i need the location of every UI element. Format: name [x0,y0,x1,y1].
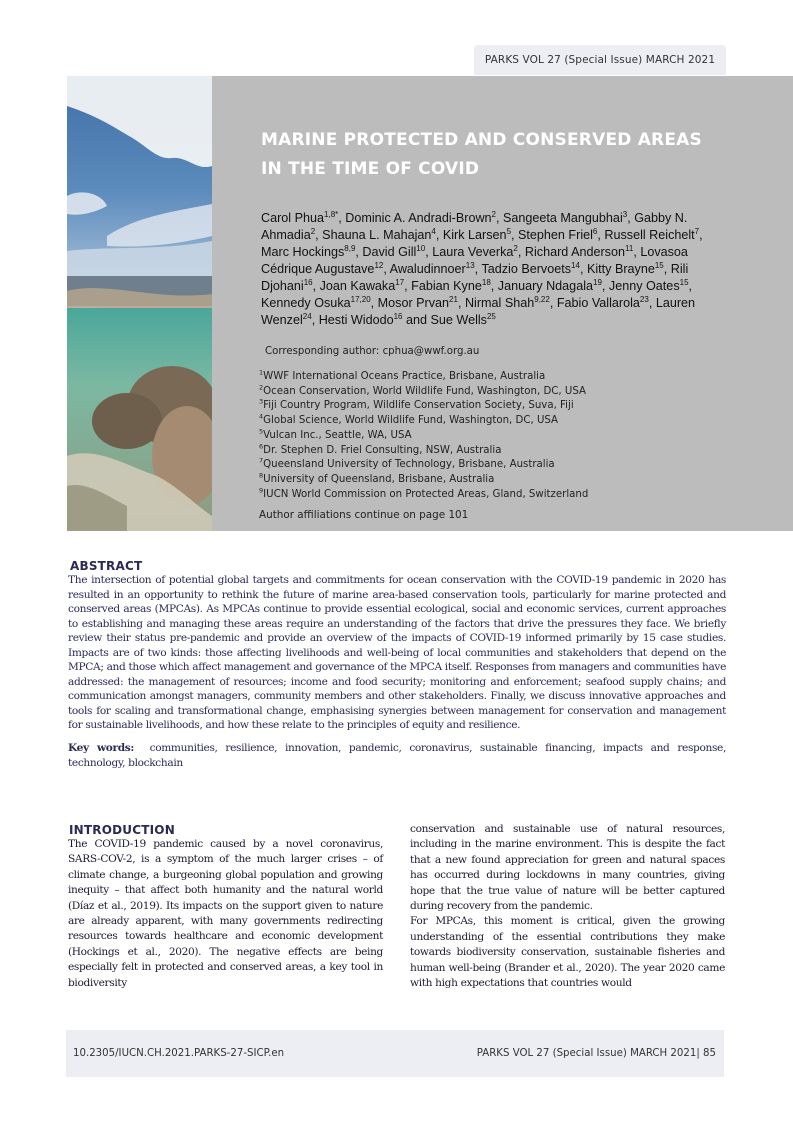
affiliation-number: 7 [259,456,264,465]
author-affiliation-ref: 24 [302,311,312,321]
author-name: David Gill [362,245,417,259]
author-affiliation-ref: 4 [431,226,436,236]
affiliation-item [259,370,729,385]
author-name: Stephen Friel [518,228,593,242]
author-affiliation-ref: 6 [592,226,598,236]
author-affiliation-ref: 18 [481,277,491,287]
affiliation-text: WWF International Oceans Practice, Brisbane, Australia [263,371,546,382]
author-name: Shauna L. Mahajan [322,228,432,242]
affiliation-item [259,429,729,444]
affiliation-number: 3 [259,398,264,407]
author-name: Nirmal Shah [464,296,535,310]
introduction-heading: INTRODUCTION [69,823,175,837]
footer-journal: PARKS VOL 27 (Special Issue) MARCH 2021 [476,1048,697,1059]
author-affiliation-ref: 9,22 [534,294,550,304]
author-affiliation-ref: 16 [393,311,403,321]
affiliation-item [259,385,729,400]
author-affiliation-ref: 12 [374,260,384,270]
affiliation-item [259,458,729,473]
author-name: Lovasoa Cédrique Augustave [261,245,688,276]
author-list: Carol Phua$^{1,8*}$, Dominic A. Andradi-Brown$^2$, Sangeeta Mangubhai$^3$, Gabby N. Ahmadia$^2$, Shauna L. Mahajan$^4$, Kirk Larsen$^5$, Stephen Friel$^6$, Russell Reichelt$^7$, Marc Hockings$^{8,9}$, David Gill$^{10}$, Laura Veverka$^2$, Richard Anderson$^{11}$, Lovasoa Cédrique Augustave$^{12}$, Awaludinnoer$^{13}$, Tadzio Bervoets$^{14}$, Kitty Brayne$^{15}$, Rili Djohani$^{16}$, Joan Kawaka$^{17}$, Fabian Kyne$^{18}$, January Ndagala$^{19}$, Jenny Oates$^{15}$, Kennedy Osuka$^{17,20}$, Mosor Prvan$^{21}$, Nirmal Shah$^{9,22}$, Fabio Vallarola$^{23}$, Lauren Wenzel$^{24}$, Hesti Widodo$^{16}$ and Sue Wells$^{25}$ [261,209,703,327]
keywords-label: Key words: [68,742,134,754]
author-affiliation-ref: 2 [513,243,518,253]
author-name: Kennedy Osuka [261,296,351,310]
author-name: Fabio Vallarola [556,296,640,310]
affiliation-number: 1 [259,368,264,377]
author-name: Kitty Brayne [586,262,655,276]
author-name: Awaludinnoer [389,262,466,276]
affiliation-text: Global Science, World Wildlife Fund, Washington, DC, USA [263,415,559,427]
author-name: Dominic A. Andradi-Brown [345,211,492,225]
affiliation-item [259,399,729,414]
author-name: Sue Wells [430,313,487,327]
author-name: Russell Reichelt [604,228,695,242]
author-affiliation-ref: 7 [694,226,700,236]
page-separator: | [696,1048,704,1059]
author-affiliation-ref: 1,8* [324,209,339,219]
affiliation-item [259,488,729,503]
author-affiliation-ref: 13 [465,260,475,270]
author-name: Carol Phua [261,211,325,225]
affiliation-text: Ocean Conservation, World Wildlife Fund, Washington, DC, USA [263,385,586,397]
author-affiliation-ref: 11 [625,243,634,253]
abstract-heading: ABSTRACT [70,559,143,573]
author-affiliation-ref: 14 [571,260,580,270]
author-name: Kirk Larsen [442,228,507,242]
page-number: 85 [703,1048,716,1059]
affiliation-item [259,473,729,488]
author-affiliation-ref: 19 [593,277,602,287]
title-line-1: MARINE PROTECTED AND CONSERVED AREAS [261,130,702,150]
author-affiliation-ref: 10 [416,243,426,253]
affiliation-text: Queensland University of Technology, Brisbane, Australia [263,459,555,471]
affiliation-text: Fiji Country Program, Wildlife Conservation Society, Suva, Fiji [263,400,574,412]
author-name: Joan Kawaka [319,279,396,293]
author-name: Rili Djohani [261,262,689,293]
title-line-2: IN THE TIME OF COVID [261,159,480,179]
reef-photo-illustration [67,76,212,531]
affiliation-item [259,414,729,429]
author-affiliation-ref: 15 [679,277,689,287]
affiliation-text: University of Queensland, Brisbane, Australia [263,473,495,485]
page-footer [66,1030,724,1077]
affiliation-text: Vulcan Inc., Seattle, WA, USA [263,429,412,441]
author-affiliation-ref: 25 [486,311,496,321]
author-affiliation-ref: 23 [639,294,649,304]
cover-photo [67,76,212,531]
footer-journal-page [477,1048,716,1059]
corresponding-author: Corresponding author: cphua@wwf.org.au [265,346,480,357]
column-left [68,837,383,991]
affiliation-list [259,370,729,502]
author-name: Marc Hockings [261,245,345,259]
author-name: Gabby N. Ahmadia [261,211,688,242]
affiliation-text: Dr. Stephen D. Friel Consulting, NSW, Australia [263,444,502,456]
coral [92,393,162,449]
affiliations-note: Author affiliations continue on page 101 [259,509,469,521]
author-affiliation-ref: 5 [506,226,512,236]
author-affiliation-ref: 15 [654,260,664,270]
paragraph: conservation and sustainable use of natural resources, including in the marine environment. This is despite the fact that a new found appreciation for green and natural spaces has occurred during lockdowns in many countries, giving hope that the true value of nature will be better captured during recovery from the pandemic. [410,823,725,913]
affiliation-text: IUCN World Commission on Protected Areas, Gland, Switzerland [263,488,589,500]
affiliation-number: 9 [259,486,264,495]
column-right [410,822,725,991]
author-name: Sangeeta Mangubhai [503,211,623,225]
author-affiliation-ref: 21 [449,294,458,304]
author-name: Hesti Widodo [318,313,394,327]
paragraph: The COVID-19 pandemic caused by a novel coronavirus, SARS-COV-2, is a symptom of the much larger crises – of climate change, a burgeoning global population and growing inequity – that affect both humanity and the natural world (Díaz et al., 2019). Its impacts on the support given to nature are already apparent, with many governments redirecting resources towards healthcare and economic development (Hockings et al., 2020). The negative effects are being especially felt in protected and conserved areas, a key tool in biodiversity [68,838,383,989]
affiliation-number: 4 [259,412,264,421]
affiliation-number: 2 [259,383,264,392]
author-affiliation-ref: 17 [395,277,405,287]
keywords-list: communities, resilience, innovation, pandemic, coronavirus, sustainable financing, impacts and response, technology, blockchain [68,742,726,769]
author-name: Tadzio Bervoets [481,262,572,276]
author-name: January Ndagala [497,279,593,293]
journal-issue-tab: PARKS VOL 27 (Special Issue) MARCH 2021 [474,45,726,75]
affiliation-number: 8 [259,471,264,480]
affiliation-number: 6 [259,442,264,451]
doi-link[interactable]: 10.2305/IUCN.CH.2021.PARKS-27-SICP.en [73,1048,285,1059]
author-name: Richard Anderson [524,245,625,259]
author-affiliation-ref: 17,20 [350,294,371,304]
article-title [261,126,741,184]
author-name: Mosor Prvan [377,296,450,310]
author-name: Lauren Wenzel [261,296,696,327]
author-affiliation-ref: 16 [303,277,313,287]
author-affiliation-ref: 3 [622,209,628,219]
affiliation-item [259,444,729,459]
paragraph: For MPCAs, this moment is critical, given the growing understanding of the essential contributions they make towards biodiversity conservation, sustainable fisheries and human well-being (Brander et al., 2020). The year 2020 came with high expectations that countries would [410,915,725,990]
affiliation-number: 5 [259,427,264,436]
author-affiliation-ref: 8,9 [344,243,356,253]
author-affiliation-ref: 2 [310,226,316,236]
author-name: Fabian Kyne [411,279,482,293]
keywords [68,741,726,770]
author-name: Laura Veverka [432,245,514,259]
abstract-body: The intersection of potential global targets and commitments for ocean conservation with the COVID-19 pandemic in 2020 has resulted in an opportunity to rethink the future of marine area-based conservation tools, particularly for marine protected and conserved areas (MPCAs). As MPCAs continue to provide essential ecological, social and economic services, current approaches to establishing and managing these areas require an understanding of the factors that drive the pressures they face. We briefly review their status pre-pandemic and provide an overview of the impacts of COVID-19 informed primarily by 15 case studies. Impacts are of two kinds: those affecting livelihoods and well-being of local communities and stakeholders that depend on the MPCA; and those which affect management and governance of the MPCA itself. Responses from managers and communities have addressed: the management of resources; income and food security; monitoring and enforcement; seafood supply chains; and communication amongst managers, community members and other stakeholders. Finally, we discuss innovative approaches and tools for scaling and transformational change, emphasising synergies between management for conservation and management for sustainable livelihoods, and how these relate to the principles of equity and resilience. [68,574,726,731]
author-affiliation-ref: 2 [491,209,496,219]
author-name: Jenny Oates [608,279,680,293]
